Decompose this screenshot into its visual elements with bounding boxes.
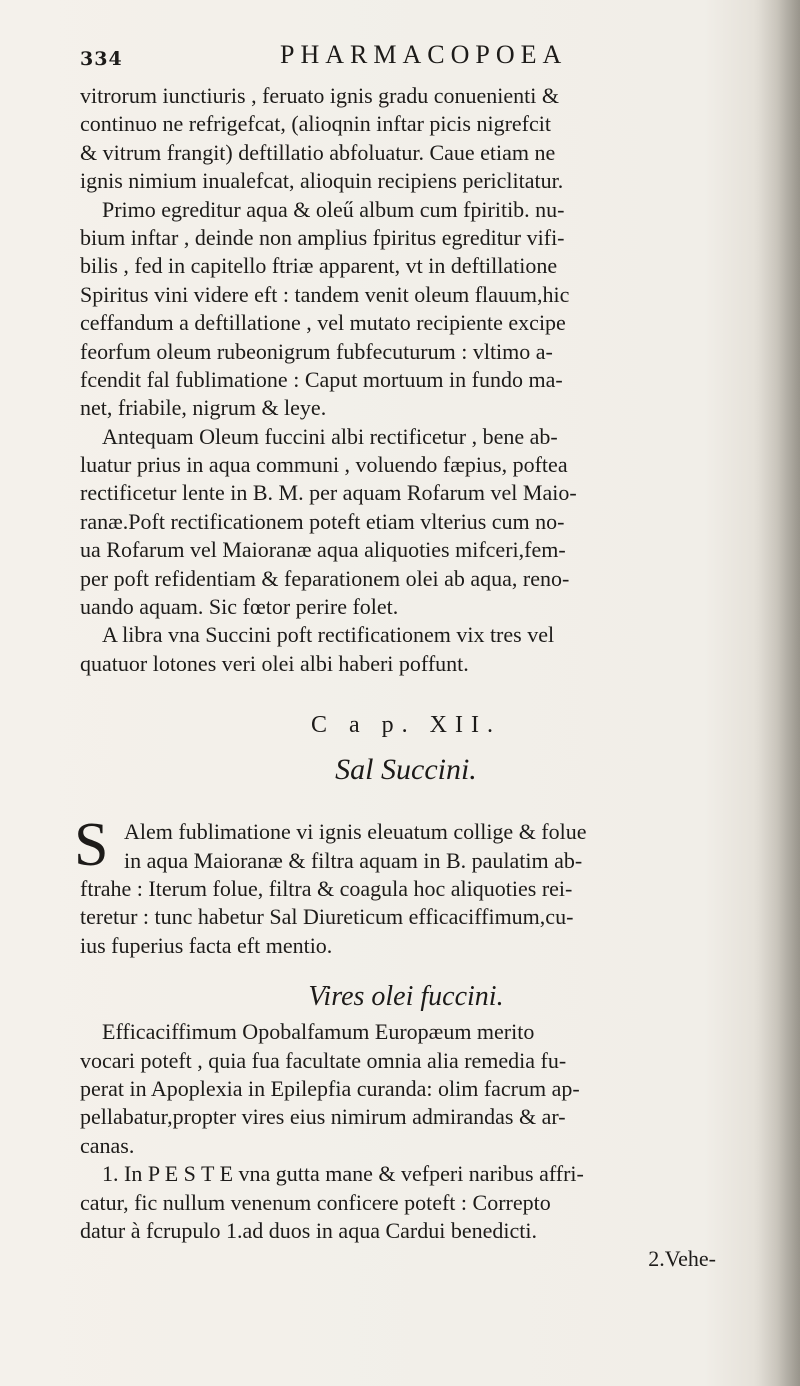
text-line: bilis , fed in capitello ftriæ apparent, vt in deftillatione bbox=[80, 253, 558, 279]
catchword: 2.Vehe- bbox=[648, 1246, 716, 1272]
text-line: datur à fcrupulo 1.ad duos in aqua Cardui benedicti. bbox=[80, 1217, 537, 1243]
text-line: ceffandum a deftillatione , vel mutato recipiente excipe bbox=[80, 310, 566, 336]
chapter-heading: C a p. XII. bbox=[311, 712, 501, 739]
text-line: Spiritus vini videre eft : tandem venit oleum flauum,hic bbox=[80, 281, 570, 307]
page-edge-shadow bbox=[754, 0, 800, 1386]
page-header bbox=[80, 40, 720, 82]
text-line: teretur : tunc habetur Sal Diureticum efficaciffimum,cu- bbox=[80, 904, 574, 930]
text-line: pellabatur,propter vires eius nimirum admirandas & ar- bbox=[80, 1104, 566, 1130]
section-title: Sal Succini. bbox=[335, 753, 477, 787]
text-line: feorfum oleum rubeonigrum fubfecuturum : vltimo a- bbox=[80, 338, 553, 364]
text-line: A libra vna Succini poft rectificationem vix tres vel bbox=[102, 622, 555, 648]
text-line: vitrorum iunctiuris , feruato ignis gradu conuenienti & bbox=[80, 83, 560, 108]
text-line: ranæ.Poft rectificationem poteft etiam vlterius cum no- bbox=[80, 508, 565, 534]
text-line: vocari poteft , quia fua facultate omnia alia remedia fu- bbox=[80, 1047, 567, 1073]
text-line: Efficaciffimum Opobalfamum Europæum merito bbox=[102, 1019, 535, 1045]
text-line: in aqua Maioranæ & filtra aquam in B. paulatim ab- bbox=[124, 847, 583, 873]
text-line: Antequam Oleum fuccini albi rectificetur , bene ab- bbox=[102, 423, 558, 449]
text-line: net, friabile, nigrum & leye. bbox=[80, 395, 327, 421]
body-text bbox=[74, 82, 732, 1274]
paragraph-rectification bbox=[80, 423, 732, 622]
paragraph-virtues bbox=[80, 1018, 732, 1160]
paragraph-yield bbox=[80, 621, 732, 678]
text-line: ua Rofarum vel Maioranæ aqua aliquoties mifceri,fem- bbox=[80, 537, 566, 563]
text-line: Alem fublimatione vi ignis eleuatum collige & folue bbox=[124, 819, 587, 845]
text-line: rectificetur lente in B. M. per aquam Rofarum vel Maio- bbox=[80, 480, 577, 506]
text-line: quatuor lotones veri olei albi haberi poffunt. bbox=[80, 650, 469, 676]
text-line: continuo ne refrigefcat, (alioqnin inftar picis nigrefcit bbox=[80, 111, 551, 137]
page-number: 334 bbox=[80, 48, 123, 70]
text-line: fcendit fal fublimatione : Caput mortuum in fundo ma- bbox=[80, 366, 563, 392]
text-line: canas. bbox=[80, 1132, 135, 1158]
subheading-vires: Vires olei fuccini. bbox=[308, 981, 504, 1013]
text-line: & vitrum frangit) deftillatio abfoluatur. Caue etiam ne bbox=[80, 139, 556, 165]
text-line: perat in Apoplexia in Epilepfia curanda: olim facrum ap- bbox=[80, 1075, 580, 1101]
running-head: PHARMACOPOEA bbox=[280, 40, 568, 69]
text-line: catur, fic nullum venenum conficere poteft : Correpto bbox=[80, 1189, 551, 1215]
paragraph-distillation bbox=[80, 82, 732, 196]
text-line: per poft refidentiam & feparationem olei ab aqua, reno- bbox=[80, 565, 570, 591]
text-line: ignis nimium inualefcat, alioquin recipiens periclitatur. bbox=[80, 168, 564, 194]
text-line: luatur prius in aqua communi , voluendo fæpius, poftea bbox=[80, 452, 568, 478]
paragraph-sal-succini bbox=[74, 811, 732, 960]
text-line: ius fuperius facta eft mentio. bbox=[80, 932, 333, 958]
paragraph-products bbox=[80, 196, 732, 423]
text-line: 1. In P E S T E vna gutta mane & vefperi naribus affri- bbox=[102, 1161, 584, 1187]
text-line: ftrahe : Iterum folue, filtra & coagula hoc aliquoties rei- bbox=[80, 875, 573, 901]
paragraph-peste bbox=[80, 1160, 732, 1245]
text-line: Primo egreditur aqua & oleű album cum fpiritib. nu- bbox=[102, 196, 565, 222]
drop-cap-letter: S bbox=[74, 811, 109, 880]
text-line: bium inftar , deinde non amplius fpiritus egreditur vifi- bbox=[80, 224, 565, 250]
text-line: uando aquam. Sic fœtor perire folet. bbox=[80, 594, 399, 620]
